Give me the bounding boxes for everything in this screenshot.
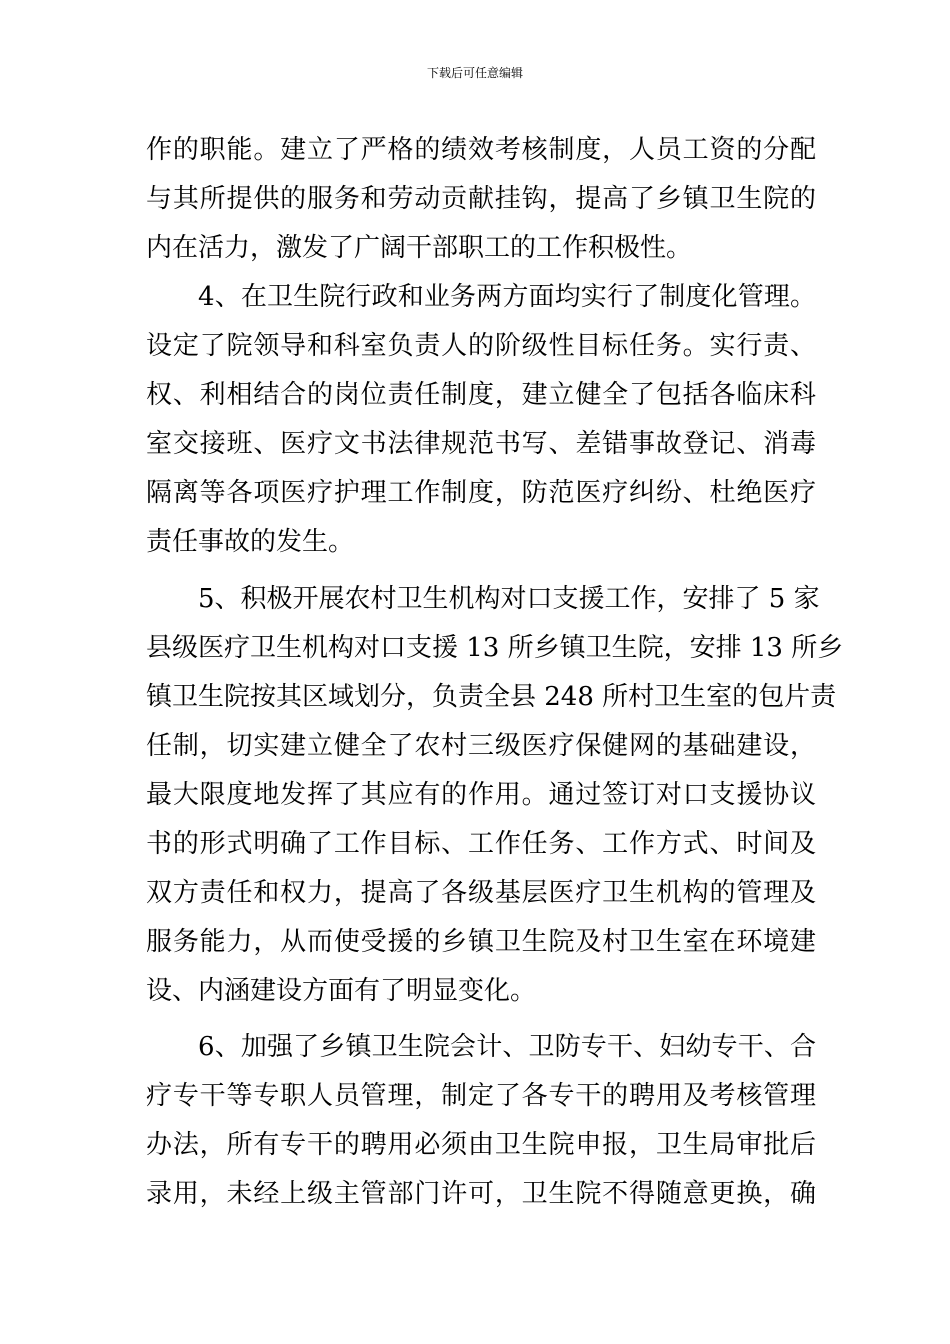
paragraph-line: 设、内涵建设方面有了明显变化。 <box>146 976 537 1006</box>
paragraph-line: 疗专干等专职人员管理，制定了各专干的聘用及考核管理 <box>146 1081 816 1111</box>
paragraph-line: 5、积极开展农村卫生机构对口支援工作，安排了 5 家 <box>198 584 820 614</box>
paragraph-line: 县级医疗卫生机构对口支援 13 所乡镇卫生院，安排 13 所乡 <box>146 633 844 663</box>
paragraph-line: 办法，所有专干的聘用必须由卫生院申报，卫生局审批后 <box>146 1130 816 1160</box>
paragraph-line: 镇卫生院按其区域划分，负责全县 248 所村卫生室的包片责 <box>146 682 837 712</box>
paragraph-line: 任制，切实建立健全了农村三级医疗保健网的基础建设， <box>146 731 816 761</box>
paragraph-line: 内在活力，激发了广阔干部职工的工作积极性。 <box>146 233 693 263</box>
paragraph-line: 隔离等各项医疗护理工作制度，防范医疗纠纷、杜绝医疗 <box>146 478 816 508</box>
paragraph-line: 与其所提供的服务和劳动贡献挂钩，提高了乡镇卫生院的 <box>146 184 816 214</box>
paragraph-line: 4、在卫生院行政和业务两方面均实行了制度化管理。 <box>198 282 816 312</box>
paragraph-line: 设定了院领导和科室负责人的阶级性目标任务。实行责、 <box>146 331 816 361</box>
paragraph-line: 录用，未经上级主管部门许可，卫生院不得随意更换，确 <box>146 1179 816 1209</box>
paragraph-line: 最大限度地发挥了其应有的作用。通过签订对口支援协议 <box>146 780 816 810</box>
paragraph-line: 权、利相结合的岗位责任制度，建立健全了包括各临床科 <box>146 380 816 410</box>
paragraph-line: 双方责任和权力，提高了各级基层医疗卫生机构的管理及 <box>146 878 816 908</box>
page-header: 下载后可任意编辑 <box>426 66 523 80</box>
paragraph-line: 6、加强了乡镇卫生院会计、卫防专干、妇幼专干、合 <box>198 1032 816 1062</box>
paragraph-line: 服务能力，从而使受援的乡镇卫生院及村卫生室在环境建 <box>146 927 816 957</box>
paragraph-line: 责任事故的发生。 <box>146 527 355 557</box>
paragraph-line: 室交接班、医疗文书法律规范书写、差错事故登记、消毒 <box>146 429 816 459</box>
paragraph-line: 作的职能。建立了严格的绩效考核制度，人员工资的分配 <box>146 135 816 165</box>
paragraph-line: 书的形式明确了工作目标、工作任务、工作方式、时间及 <box>146 829 816 859</box>
